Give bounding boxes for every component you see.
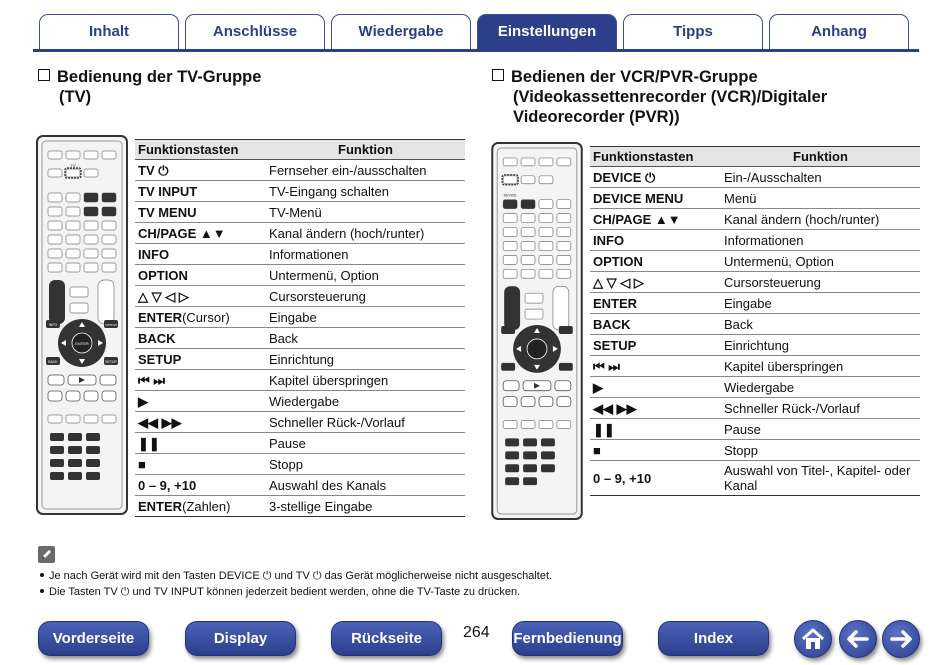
function-cell: Back [721,314,920,335]
section-heading-tv [38,67,261,107]
checkbox-bullet-icon [492,69,504,81]
function-cell: Eingabe [721,293,920,314]
home-icon [795,621,831,657]
function-cell: Informationen [266,244,465,265]
next-page-button[interactable] [882,620,920,658]
function-text: Kanal [724,478,758,493]
table-row [135,391,465,412]
key-cell: ❚❚ [590,419,721,440]
function-cell: Cursorsteuerung [721,272,920,293]
key-suffix: (Cursor) [182,309,230,325]
tab-anschluesse[interactable]: Anschlüsse [185,14,325,49]
function-cell: Pause [721,419,920,440]
table-row [590,167,920,188]
key-cell: ⏮ ⏭ [135,370,266,391]
display-button[interactable]: Display [185,621,296,656]
note-item [40,586,520,599]
table-row [135,496,465,517]
key-cell: SETUP [135,349,266,370]
key-cell: △ ▽ ◁ ▷ [135,286,266,307]
function-cell: 3-stellige Eingabe [266,496,465,517]
key-cell: SETUP [590,335,721,356]
function-cell: Kapitel überspringen [721,356,920,377]
function-cell: Stopp [266,454,465,475]
previous-page-button[interactable] [839,620,877,658]
function-cell: Menü [721,188,920,209]
function-cell: TV-Eingang schalten [266,181,465,202]
column-header: Funktionstasten [135,140,266,160]
table-row [590,272,920,293]
table-row [135,349,465,370]
column-header: Funktion [721,147,920,167]
function-cell: Ein-/Ausschalten [721,167,920,188]
key-cell: OPTION [135,265,266,286]
key-cell: TV ⏻ [135,160,266,181]
remote-back-label: BACK [48,360,58,364]
arrow-left-icon [840,621,876,657]
pencil-icon [38,546,55,563]
table-row [135,160,465,181]
table-row [590,377,920,398]
table-row [135,244,465,265]
key-suffix: (Zahlen) [182,498,231,514]
remote-setup-label: SETUP [105,360,117,364]
function-cell: Wiedergabe [721,377,920,398]
key-cell: DEVICE ⏻ [590,167,721,188]
key-cell: ENTER [590,293,721,314]
tab-baseline [33,49,919,52]
table-row [135,454,465,475]
key-cell: OPTION [590,251,721,272]
function-cell [721,461,920,496]
function-cell: Untermenü, Option [266,265,465,286]
table-row [590,398,920,419]
heading-text: (Videokassettenrecorder (VCR)/Digitaler [513,88,828,106]
function-cell: TV-Menü [266,202,465,223]
key-cell: INFO [590,230,721,251]
tab-anhang[interactable]: Anhang [769,14,909,49]
remote-device-label: TV [70,163,76,168]
table-row [135,328,465,349]
table-row [590,314,920,335]
table-row [590,188,920,209]
function-cell: Untermenü, Option [721,251,920,272]
key-cell: ◀◀ ▶▶ [590,398,721,419]
tab-wiedergabe[interactable]: Wiedergabe [331,14,471,49]
function-text: Auswahl von Titel-, Kapitel- oder [724,463,911,478]
key-cell: ▶ [135,391,266,412]
heading-text: (TV) [59,88,92,106]
table-row [135,307,465,328]
key-cell: DEVICE MENU [590,188,721,209]
key-cell: 0 – 9, +10 [135,475,266,496]
note-text: Je nach Gerät wird mit den Tasten DEVICE ⏻ und TV ⏻ das Gerät möglicherweise nicht ausgeschaltet. [49,570,553,582]
table-row [590,461,920,496]
note-text: Die Tasten TV ⏻ und TV INPUT können jederzeit bedient werden, ohne die TV-Taste zu drücken. [49,586,521,598]
table-row [590,293,920,314]
table-row [135,265,465,286]
note-item [40,570,552,583]
table-row [135,412,465,433]
key-cell [135,307,266,328]
top-tab-bar [33,14,919,52]
heading-text: Bedienung der TV-Gruppe [57,68,262,86]
function-cell: Eingabe [266,307,465,328]
front-panel-button[interactable]: Vorderseite [38,621,149,656]
key-cell: INFO [135,244,266,265]
function-cell: Informationen [721,230,920,251]
function-cell: Fernseher ein-/ausschalten [266,160,465,181]
function-table-tv [135,139,465,517]
key-cell: CH/PAGE ▲▼ [590,209,721,230]
section-heading-vcr [492,67,827,127]
column-header: Funktionstasten [590,147,721,167]
key-cell: ⏮ ⏭ [590,356,721,377]
key-cell: △ ▽ ◁ ▷ [590,272,721,293]
table-row [590,335,920,356]
function-cell: Auswahl des Kanals [266,475,465,496]
function-cell: Stopp [721,440,920,461]
table-row [135,286,465,307]
table-row [135,202,465,223]
function-cell: Wiedergabe [266,391,465,412]
remote-control-button[interactable]: Fernbedienung [512,621,623,656]
heading-text: Bedienen der VCR/PVR-Gruppe [511,68,758,86]
table-row [135,475,465,496]
key-cell [135,496,266,517]
table-row [135,370,465,391]
table-header-row [135,140,465,160]
function-cell: Kanal ändern (hoch/runter) [721,209,920,230]
key-cell: BACK [590,314,721,335]
key-cell: ▶ [590,377,721,398]
key-text: ENTER [138,309,183,325]
key-cell: TV INPUT [135,181,266,202]
remote-device-label: DEVICE [503,193,517,198]
table-row [590,440,920,461]
key-cell: BACK [135,328,266,349]
remote-control-illustration-vcr [491,142,583,520]
tab-inhalt[interactable]: Inhalt [39,14,179,49]
tab-tipps[interactable]: Tipps [623,14,763,49]
bullet-icon [40,589,44,593]
key-cell: ❚❚ [135,433,266,454]
bullet-icon [40,573,44,577]
index-button[interactable]: Index [658,621,769,656]
table-row [590,419,920,440]
table-row [590,251,920,272]
table-row [590,356,920,377]
function-table-vcr [590,146,920,496]
key-cell: TV MENU [135,202,266,223]
key-cell: 0 – 9, +10 [590,461,721,496]
function-cell: Einrichtung [721,335,920,356]
key-text: ENTER [138,498,183,514]
table-header-row [590,147,920,167]
table-row [135,181,465,202]
remote-control-illustration-tv [36,135,128,515]
remote-enter-label: ENTER [75,341,89,346]
key-cell: ◀◀ ▶▶ [135,412,266,433]
function-cell: Cursorsteuerung [266,286,465,307]
function-cell: Pause [266,433,465,454]
key-cell: CH/PAGE ▲▼ [135,223,266,244]
table-row [135,433,465,454]
tab-einstellungen[interactable]: Einstellungen [477,14,617,49]
heading-text: Videorecorder (PVR)) [513,108,680,126]
table-row [135,223,465,244]
home-button[interactable] [794,620,832,658]
table-row [590,230,920,251]
arrow-right-icon [883,621,919,657]
key-cell: ■ [135,454,266,475]
remote-info-label: INFO [48,323,58,327]
function-cell: Kanal ändern (hoch/runter) [266,223,465,244]
table-row [590,209,920,230]
column-header: Funktion [266,140,465,160]
function-cell: Schneller Rück-/Vorlauf [266,412,465,433]
rear-panel-button[interactable]: Rückseite [331,621,442,656]
checkbox-bullet-icon [38,69,50,81]
function-cell: Kapitel überspringen [266,370,465,391]
function-cell: Schneller Rück-/Vorlauf [721,398,920,419]
page-number: 264 [463,624,490,641]
key-cell: ■ [590,440,721,461]
remote-option-label: OPTION [105,323,117,327]
function-cell: Back [266,328,465,349]
function-cell: Einrichtung [266,349,465,370]
